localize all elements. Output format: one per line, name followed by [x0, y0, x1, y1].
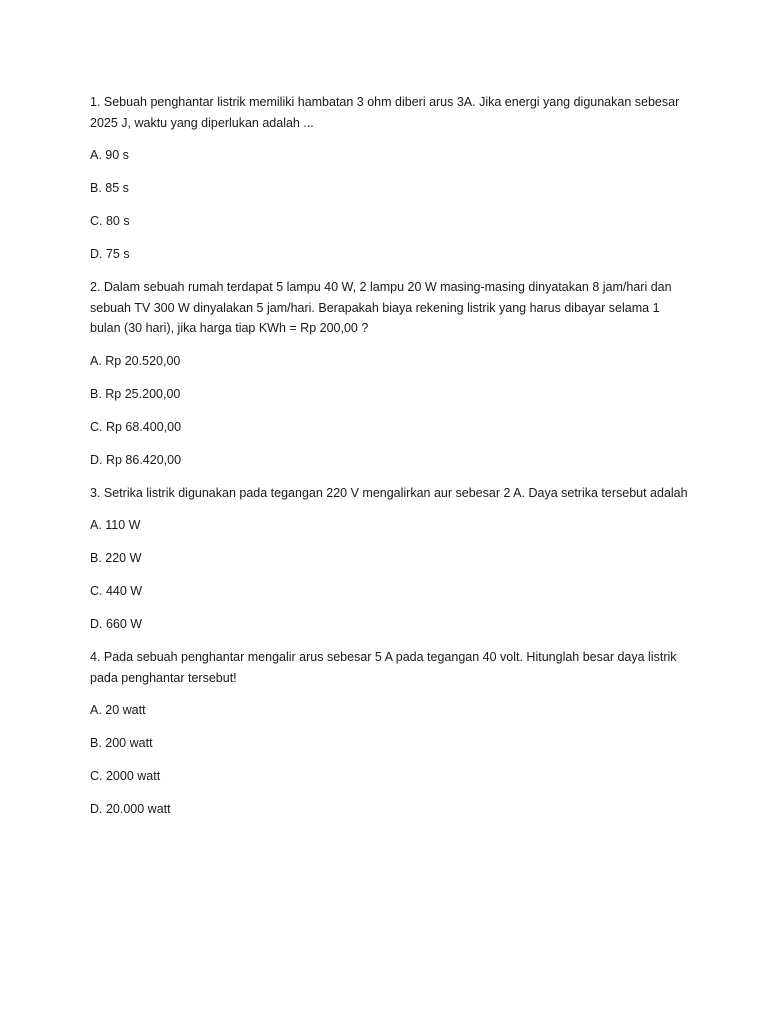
option-c: C. Rp 68.400,00 — [90, 419, 182, 434]
option-b: B. 85 s — [90, 181, 129, 195]
question-2 — [90, 277, 690, 470]
option-b: B. 200 watt — [90, 736, 153, 750]
option-b: B. Rp 25.200,00 — [90, 386, 181, 401]
question-3 — [90, 483, 690, 635]
document-page — [90, 92, 690, 832]
question-text: 4. Pada sebuah penghantar mengalir arus sebesar 5 A pada tegangan 40 volt. Hitunglah besar daya listrik pada penghantar tersebut! — [90, 650, 677, 685]
option-d: D. 660 W — [90, 617, 143, 631]
question-4 — [90, 647, 690, 820]
option-c: C. 440 W — [90, 584, 143, 598]
option-a: A. 90 s — [90, 148, 129, 162]
option-b: B. 220 W — [90, 551, 142, 565]
option-a: A. Rp 20.520,00 — [90, 353, 181, 368]
option-c: C. 2000 watt — [90, 769, 161, 783]
option-a: A. 110 W — [90, 518, 141, 532]
option-d: D. 20.000 watt — [90, 802, 171, 816]
question-text: 3. Setrika listrik digunakan pada tegangan 220 V mengalirkan aur sebesar 2 A. Daya setrika tersebut adalah — [90, 485, 688, 500]
question-text: 1. Sebuah penghantar listrik memiliki hambatan 3 ohm diberi arus 3A. Jika energi yang digunakan sebesar 2025 J, waktu yang diperlukan adalah ... — [90, 95, 680, 130]
question-text: 2. Dalam sebuah rumah terdapat 5 lampu 40 W, 2 lampu 20 W masing-masing dinyatakan 8 jam/hari dan sebuah TV 300 W dinyalakan 5 jam/hari. Berapakah biaya rekening listrik yang harus dibayar selama 1 bulan (30 hari), jika harga tiap KWh = Rp 200,00 ? — [90, 280, 672, 335]
option-d: D. Rp 86.420,00 — [90, 452, 182, 467]
option-c: C. 80 s — [90, 214, 130, 228]
option-d: D. 75 s — [90, 247, 130, 261]
option-a: A. 20 watt — [90, 703, 146, 717]
question-1 — [90, 92, 690, 265]
